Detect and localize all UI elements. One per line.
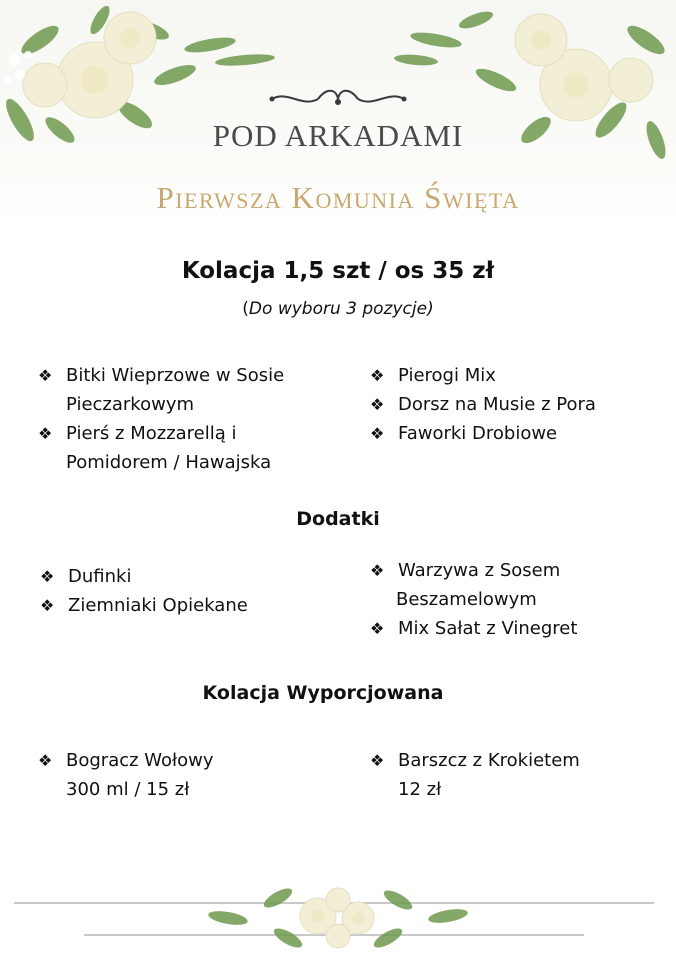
ornament-divider bbox=[268, 86, 408, 112]
wyporcjowana-title: Kolacja Wyporcjowana bbox=[202, 682, 444, 704]
list-item: ❖ Pierś z Mozzarellą i Pomidorem / Hawajska bbox=[38, 419, 338, 477]
dodatki-right-list bbox=[370, 556, 660, 643]
bullet-icon: ❖ bbox=[40, 596, 55, 615]
bullet-icon: ❖ bbox=[370, 619, 385, 638]
note-text: Do wyboru 3 pozycje bbox=[248, 299, 428, 319]
bullet-icon: ❖ bbox=[38, 366, 53, 385]
bullet-icon: ❖ bbox=[38, 751, 53, 770]
bullet-icon: ❖ bbox=[370, 395, 385, 414]
brand-title: POD ARKADAMI bbox=[212, 118, 464, 153]
kolacja-right-list bbox=[370, 361, 660, 448]
event-subtitle: Pierwsza Komunia Święta bbox=[156, 180, 520, 215]
list-item: ❖ Dorsz na Musie z Pora bbox=[370, 390, 660, 419]
dodatki-left-list bbox=[40, 562, 340, 620]
note-close-paren: ) bbox=[427, 299, 434, 319]
wyporcjowana-left-list bbox=[38, 746, 338, 804]
bullet-icon: ❖ bbox=[370, 424, 385, 443]
bullet-icon: ❖ bbox=[370, 561, 385, 580]
list-item: ❖ Mix Sałat z Vinegret bbox=[370, 614, 660, 643]
footer-floral-decoration bbox=[208, 878, 468, 958]
wyporcjowana-right-list bbox=[370, 746, 660, 804]
note-open-paren: ( bbox=[242, 299, 249, 319]
list-item: ❖ Ziemniaki Opiekane bbox=[40, 591, 340, 620]
kolacja-left-list bbox=[38, 361, 338, 477]
list-item: ❖ Barszcz z Krokietem 12 zł bbox=[370, 746, 660, 804]
bullet-icon: ❖ bbox=[40, 567, 55, 586]
bullet-icon: ❖ bbox=[38, 424, 53, 443]
list-item: ❖ Bogracz Wołowy 300 ml / 15 zł bbox=[38, 746, 338, 804]
list-item: ❖ Dufinki bbox=[40, 562, 340, 591]
bullet-icon: ❖ bbox=[370, 366, 385, 385]
list-item: ❖ Faworki Drobiowe bbox=[370, 419, 660, 448]
kolacja-title: Kolacja 1,5 szt / os 35 zł bbox=[181, 258, 495, 284]
bullet-icon: ❖ bbox=[370, 751, 385, 770]
dodatki-title: Dodatki bbox=[296, 508, 380, 530]
kolacja-note bbox=[0, 299, 676, 319]
list-item: ❖ Pierogi Mix bbox=[370, 361, 660, 390]
list-item: ❖ Warzywa z Sosem Beszamelowym bbox=[370, 556, 660, 614]
list-item: ❖ Bitki Wieprzowe w Sosie Pieczarkowym bbox=[38, 361, 338, 419]
